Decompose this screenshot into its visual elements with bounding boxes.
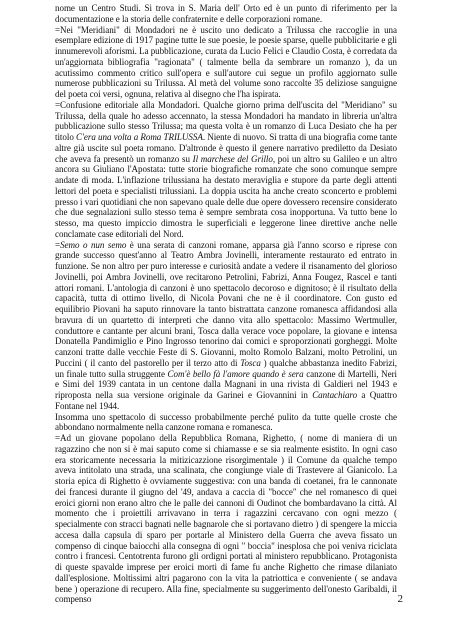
paragraph (55, 240, 397, 412)
paragraph (55, 3, 397, 25)
italic-title-text: C'era una volta a Roma TRILUSSA (76, 132, 203, 142)
paragraph-text: , poi un altro su Galileo e un altro ancora su Giuliano l'Apostata: tutte storie biografiche romanzate che sono comunque sempre andate di moda. L'inflazione trilussiana ha destato meraviglia e stupore da parte degli attenti lettori del poeta e specialisti trilussiani. La doppia uscita ha anche creato sconcerto e problemi presso i vari quotidiani che non sapevano quale delle due opere dovessero recensire considerato che due segnalazioni sullo stesso tema è sempre sembrata cosa inopportuna. Va tutto bene lo stesso, ma questo impiccio dimostra le superficiali e leggerone linee direttive anche nelle conclamate case editoriali del Nord. (55, 153, 397, 239)
paragraph (55, 25, 397, 100)
italic-title-text: Il marchese del Grillo (192, 153, 273, 164)
paragraph-text: = (55, 239, 61, 250)
paragraph (55, 100, 397, 240)
paragraph-text: =Confusione editoriale alla Mondadori. Qualche giorno prima dell'uscita del "Meridiano" su Trilussa, della quale ho adesso accennato, la stessa Mondadori ha mandato in libreria un'altra pubblicazione sullo stesso Trilussa; ma questa volta è un romanzo di Luca Desiato che ha per titolo (55, 99, 397, 142)
paragraph-text: Insomma uno spettacolo di successo probabilmente perché pulito da tutte quelle croste che abbondano normalmente nella canzone romana e romanesca. (55, 411, 397, 433)
paragraph (55, 412, 397, 434)
paragraph-text: ) qualche abbastanza inedito Fabrizi, un finale tutto sulla struggente (55, 357, 398, 379)
paragraph-text: . Niente di nuovo. Si tratta di una biografia come tante altre già uscite sul poeta romano. D'altronde è questo il genere narrativo prediletto da Desiato che aveva fa presentò un romanzo su (55, 132, 397, 164)
paragraph-text: nome un Centro Studi. Si trova in S. Maria dell' Orto ed è un punto di riferimento per la documentazione e la storia delle confraternite e delle corporazioni romane. (55, 3, 397, 24)
italic-title-text: Tosca (240, 357, 261, 368)
paragraph (55, 433, 397, 605)
paragraph-text: è una serata di canzoni romane, apparsa già l'anno scorso e riprese con grande successo quest'anno al Teatro Ambra Jovinelli, interamente restaurato ed entrato in funzione. Se non altro per puro interesse e curiosità andate a vedere il risanamento del glorioso Jovinelli, poi Ambra Jovinelli, ove recitarono Petrolini, Fabrizi, Anna Fougez, Rascel e tanti attori romani. L'antologia di canzoni è uno spettacolo decoroso e dignitoso; è il risultato della capacità, tutta di ottimo livello, di Nicola Povani che ne è il coordinatore. Con gusto ed equilibrio Piovani ha saputo rinnovare la tanto bistrattata canzone romanesca affidandosi alla bravura di un quartetto di interpreti che danno vita allo spettacolo: Massimo Wertmuller, conduttore e cantante per alcuni brani, Tosca dalla verace voce popolare, la giovane e intensa Donatella Pandimiglio e Pino Ingrosso tenorino dai comici e sproporzionati gorgheggi. Molte canzoni tratte dalle vecchie Feste di S. Giovanni, molto Romolo Balzani, molto Petrolini, un Puccini ( il canto del pastorello per il terzo atto di (55, 239, 397, 368)
italic-title-text: Semo o nun semo (60, 239, 127, 250)
paragraph-text: canzone di Martelli, Neri e Simi del 1939 cantata in un centone dalla Magnani in una rivista di Galdieri nel 1943 e riproposta nella sua versione originale da Garinei e Giovannini in (55, 368, 397, 400)
page-number: 2 (397, 593, 403, 605)
italic-title-text: Cantachiaro (312, 390, 358, 400)
italic-title-text: Com'è bello fà l'amore quando è sera (167, 368, 304, 379)
paragraph-text: =Nei "Meridiani" di Mondadori ne è uscito uno dedicato a Trilussa che raccoglie in una esemplare edizione di 1917 pagine tutte le sue poesie, le poesie sparse, quelle pubblicitarie e gli innumerevoli aforismi. La pubblicazione, curata da Lucio Felici e Claudio Costa, è corredata da un'aggiornata bibliografia "ragionata" ( talmente bella da sembrare un romanzo ), da un acutissimo commento critico sull'opera e sull'autore cui segue un profilo aggiornato sulle numerose pubblicazioni su Trilussa. Al metà del volume sono raccolte 35 deliziose sanguigne del poeta coi versi, ognuna, relativa al disegno che l'ha ispirata. (55, 24, 397, 99)
article-body (55, 3, 397, 605)
paragraph-text: =Ad un giovane popolano della Repubblica Romana, Righetto, ( nome di maniera di un ragazzino che non si è mai saputo come si chiamasse e se sia realmente esistito. In ogni caso era storicamente necessaria la mitizicazzione risorgimentale ) il Comune da qualche tempo aveva intitolato una strada, una scalinata, che congiunge viale di Trastevere al Gianicolo. La storia epica di Righetto è ovviamente suggestiva: con una banda di coetanei, fra le cannonate dei francesi durante il giugno del '49, andava a caccia di "bocce" che nel romanesco di quei eroici giorni non erano altro che le palle dei cannoni di Oudinot che bombardavano la città. Al momento che i proiettili arrivavano in terra i ragazzini cercavano con ogni mezzo ( specialmente con stracci bagnati nelle bagnarole che si portavano dietro ) di spengere la miccia accesa dalla capsula di sparo per portarle al Ministero della Guerra che aveva fissato un compenso di cinque baiocchi alla consegna di ogni " boccia" inesplosa che poi veniva riciclata contro i francesi. Centotrenta furono gli ordigni portati al ministero repubblicano. Protagonista di queste spavalde imprese per eroici morti di fame fu anche Righetto che rimase dilaniato dall'esplosione. Moltissimi altri pagarono con la vita la patriottica e conveniente ( se andava bene ) operazione di recupero. Alla fine, specialmente su suggerimento dell'onesto Garibaldi, il compenso (55, 433, 397, 605)
paragraph-text: a Quattro Fontane nel 1944. (55, 390, 397, 411)
